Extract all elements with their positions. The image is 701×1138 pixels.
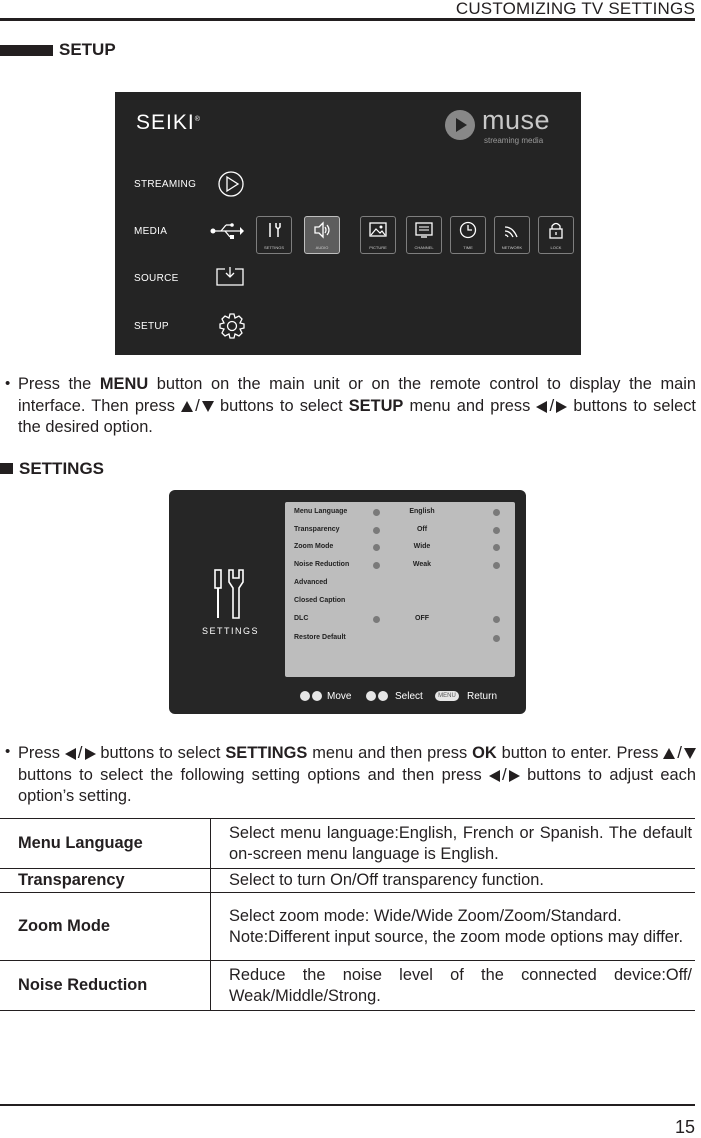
picture-icon: [369, 221, 387, 239]
tile-picture: PICTURE: [360, 216, 396, 254]
section-marker: [0, 45, 53, 56]
wifi-icon: [503, 221, 521, 239]
lock-icon: [547, 221, 565, 239]
settings-instructions: Press / buttons to select SETTINGS menu and then press OK button to enter. Press / buttons to select the following setting options and then press / buttons to adjust each option’s setting.: [18, 743, 696, 805]
table-row: [0, 961, 695, 1011]
bullet: •: [5, 375, 11, 392]
table-row: [0, 893, 695, 961]
settings-section-title: SETTINGS: [19, 459, 105, 478]
tile-network: NETWORK: [494, 216, 530, 254]
left-arrow-icon: [373, 509, 380, 516]
table-row: [0, 869, 695, 893]
right-arrow-icon: [493, 527, 500, 534]
play-icon: [217, 170, 245, 198]
left-arrow-icon: [65, 748, 76, 760]
tools-icon: [212, 568, 246, 620]
up-arrow-icon: [663, 748, 675, 759]
menu-badge: MENU: [435, 691, 459, 701]
tools-icon: [265, 221, 283, 239]
page-number: 15: [674, 1117, 695, 1137]
header-title: CUSTOMIZING TV SETTINGS: [455, 0, 695, 18]
menu-media: MEDIA: [134, 226, 168, 237]
down-arrow-icon: [202, 401, 214, 412]
setup-section-title: SETUP: [59, 40, 116, 59]
down-circle-icon: [312, 691, 322, 701]
settings-row: Closed Caption: [294, 597, 346, 604]
usb-icon: [210, 222, 244, 240]
left-arrow-icon: [373, 616, 380, 623]
table-value: Select to turn On/Off transparency function.: [211, 869, 696, 893]
right-arrow-icon: [556, 401, 567, 413]
table-key: Zoom Mode: [0, 893, 211, 961]
table-key: Menu Language: [0, 819, 211, 869]
settings-row: Advanced: [294, 579, 328, 586]
channel-icon: [415, 221, 433, 239]
settings-icon-label: SETTINGS: [202, 626, 260, 636]
tile-lock: LOCK: [538, 216, 574, 254]
seiki-logo: SEIKI®: [136, 111, 201, 134]
table-key: Transparency: [0, 869, 211, 893]
menu-setup: SETUP: [134, 321, 169, 332]
tile-audio: AUDIO: [304, 216, 340, 254]
down-arrow-icon: [684, 748, 696, 759]
left-arrow-icon: [373, 562, 380, 569]
source-icon: [215, 267, 245, 287]
section-marker: [0, 463, 13, 474]
settings-row: Noise Reduction Weak: [294, 558, 506, 572]
left-circle-icon: [366, 691, 376, 701]
settings-row: DLC OFF: [294, 612, 506, 626]
up-circle-icon: [300, 691, 310, 701]
table-row: [0, 819, 695, 869]
hint-move: Move: [327, 691, 352, 702]
right-arrow-icon: [493, 616, 500, 623]
settings-row: Zoom Mode Wide: [294, 540, 506, 554]
left-arrow-icon: [489, 770, 500, 782]
speaker-icon: [313, 221, 331, 239]
hint-return: Return: [467, 691, 498, 702]
settings-screen-image: [169, 490, 526, 714]
right-arrow-icon: [493, 562, 500, 569]
settings-row: Restore Default: [294, 631, 506, 645]
right-arrow-icon: [493, 544, 500, 551]
right-circle-icon: [378, 691, 388, 701]
settings-panel: [285, 502, 515, 677]
table-key: Noise Reduction: [0, 961, 211, 1011]
left-arrow-icon: [373, 544, 380, 551]
up-arrow-icon: [181, 401, 193, 412]
menu-streaming: STREAMING: [134, 179, 197, 190]
settings-table: [0, 818, 695, 1011]
hint-select: Select: [395, 691, 423, 702]
settings-row: Menu Language English: [294, 505, 506, 519]
header-rule: [0, 18, 695, 21]
clock-icon: [459, 221, 477, 239]
tile-time: TIME: [450, 216, 486, 254]
right-arrow-icon: [85, 748, 96, 760]
left-arrow-icon: [373, 527, 380, 534]
table-value: Select menu language:English, French or Spanish. The default on-screen menu language is English.: [211, 819, 696, 869]
right-arrow-icon: [509, 770, 520, 782]
table-value: Reduce the noise level of the connected device:Off/ Weak/Middle/Strong.: [211, 961, 696, 1011]
muse-logo-text: muse: [482, 105, 551, 135]
muse-play-icon: [445, 110, 475, 140]
setup-instructions: Press the MENU button on the main unit or on the remote control to display the main interface. Then press / buttons to select SETUP menu and press / buttons to select the desired option.: [18, 375, 696, 436]
muse-logo-subtitle: streaming media: [484, 136, 544, 145]
gear-icon: [218, 312, 246, 340]
footer-rule: [0, 1104, 695, 1106]
setup-screen-image: [115, 92, 581, 355]
menu-source: SOURCE: [134, 273, 179, 284]
right-arrow-icon: [493, 635, 500, 642]
tile-channel: CHANNEL: [406, 216, 442, 254]
tile-settings: SETTINGS: [256, 216, 292, 254]
settings-row: Transparency Off: [294, 523, 506, 537]
bullet: •: [5, 743, 11, 760]
table-value: Select zoom mode: Wide/Wide Zoom/Zoom/Standard. Note:Different input source, the zoom mode options may differ.: [211, 893, 696, 961]
left-arrow-icon: [536, 401, 547, 413]
right-arrow-icon: [493, 509, 500, 516]
